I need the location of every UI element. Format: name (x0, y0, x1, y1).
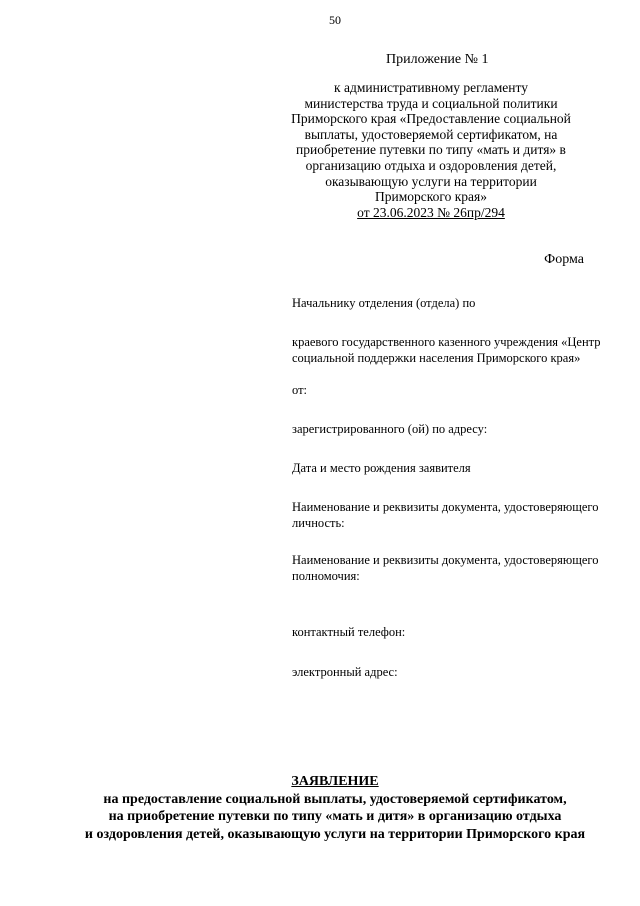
addressee-label: Начальнику отделения (отдела) по (292, 296, 476, 310)
application-subtitle-line: на предоставление социальной выплаты, удостоверяемой сертификатом, (103, 791, 567, 807)
annex-line: приобретение путевки по типу «мать и дитя» в (296, 142, 566, 158)
phone-field (292, 625, 588, 641)
annex-line: организацию отдыха и оздоровления детей, (305, 157, 557, 173)
address-label: зарегистрированного (ой) по адресу: (292, 422, 488, 436)
institution-field (292, 335, 601, 366)
application-subtitle-line: и оздоровления детей, оказывающую услуги на территории Приморского края (84, 826, 586, 842)
page-number: 50 (329, 13, 341, 27)
annex-line: к административному регламенту (334, 80, 528, 95)
address-field (292, 422, 588, 438)
phone-label: контактный телефон: (292, 625, 406, 639)
identity-document-label: Наименование и реквизиты документа, удостоверяющего (292, 500, 599, 514)
annex-line: Приморского края» (375, 189, 487, 205)
institution-label: социальной поддержки населения Приморского края» (292, 350, 581, 365)
authority-document-label: Наименование и реквизиты документа, удостоверяющего (292, 553, 599, 567)
annex-line: министерства труда и социальной политики (304, 95, 558, 111)
email-field (292, 665, 588, 681)
birth-label: Дата и место рождения заявителя (292, 461, 471, 475)
email-label: электронный адрес: (292, 665, 398, 679)
identity-document-field (292, 500, 599, 531)
birth-field (292, 461, 588, 477)
from-label: от: (292, 383, 308, 397)
annex-reference (280, 80, 582, 220)
identity-document-label: личность: (292, 515, 345, 530)
annex-line: оказывающую услуги на территории (325, 173, 537, 189)
authority-document-label: полномочия: (292, 568, 360, 583)
application-heading (0, 773, 640, 843)
application-title: ЗАЯВЛЕНИЕ (291, 774, 379, 789)
annex-line: Приморского края «Предоставление социальной (291, 111, 571, 127)
application-subtitle-line: на приобретение путевки по типу «мать и дитя» в организацию отдыха (108, 809, 562, 824)
institution-label: краевого государственного казенного учреждения «Центр (292, 335, 601, 349)
form-label: Форма (544, 252, 584, 267)
addressee-field (292, 296, 588, 312)
from-field (292, 383, 588, 399)
annex-line: выплаты, удостоверяемой сертификатом, на (304, 126, 558, 142)
annex-date-number: от 23.06.2023 № 26пр/294 (357, 204, 505, 220)
authority-document-field (292, 553, 599, 584)
annex-title: Приложение № 1 (386, 52, 489, 67)
